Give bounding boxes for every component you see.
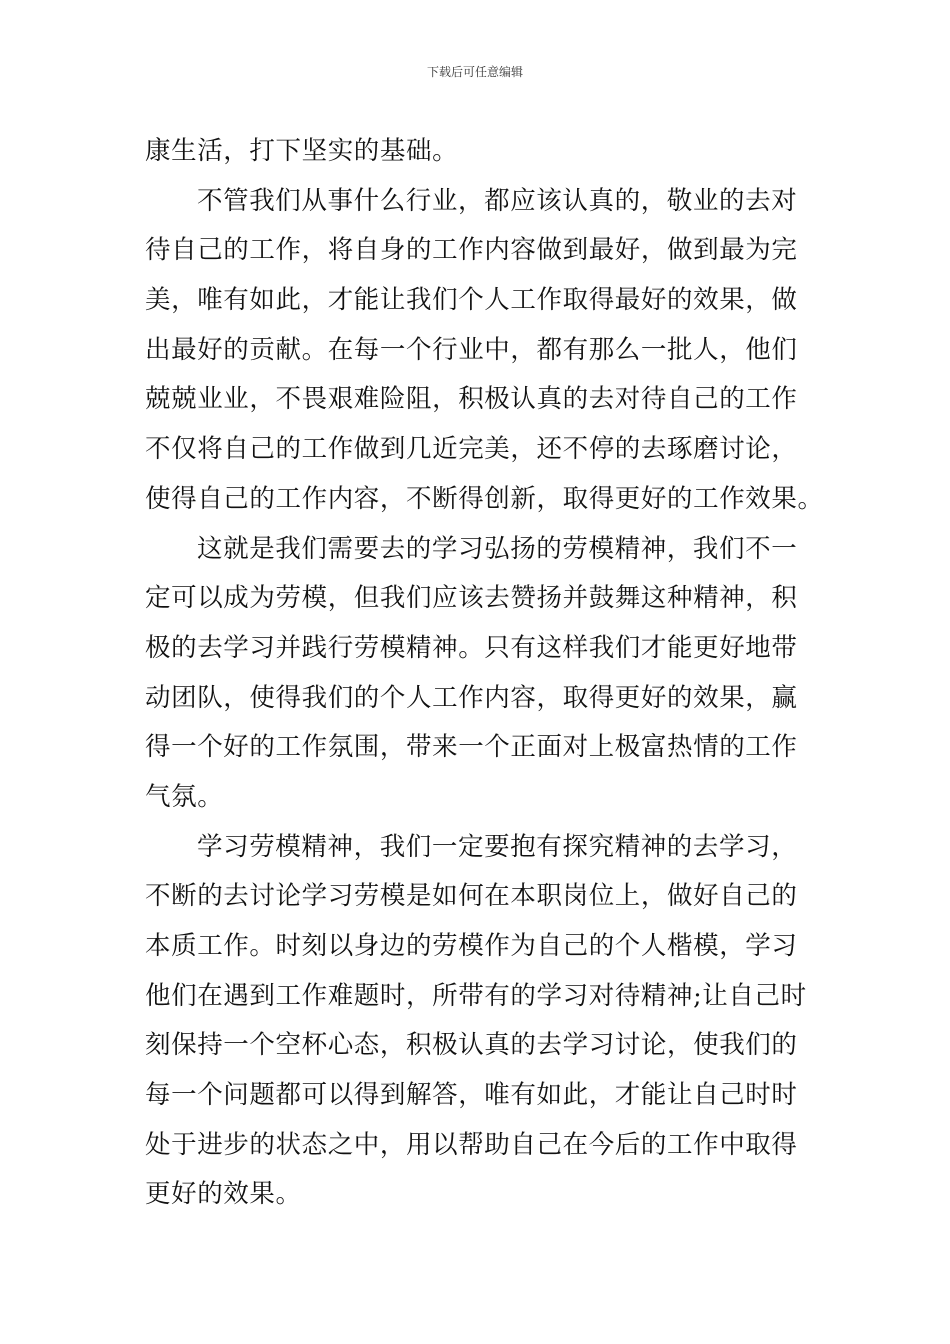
text-line: 康生活，打下坚实的基础。 (145, 136, 459, 166)
text-line: 每一个问题都可以得到解答，唯有如此，才能让自己时时 (145, 1080, 798, 1111)
text-line: 兢兢业业，不畏艰难险阻，积极认真的去对待自己的工作 (145, 384, 798, 415)
text-line: 极的去学习并践行劳模精神。只有这样我们才能更好地带 (145, 632, 798, 663)
text-line: 不仅将自己的工作做到几近完美，还不停的去琢磨讨论， (145, 434, 798, 465)
text-line: 更好的效果。 (145, 1179, 302, 1210)
page-header: 下载后可任意编辑 (426, 65, 523, 79)
text-line: 不断的去讨论学习劳模是如何在本职岗位上，做好自己的 (145, 881, 798, 912)
text-line: 动团队，使得我们的个人工作内容，取得更好的效果，赢 (145, 682, 798, 713)
text-line: 处于进步的状态之中，用以帮助自己在今后的工作中取得 (145, 1129, 798, 1160)
text-line: 美，唯有如此，才能让我们个人工作取得最好的效果，做 (145, 285, 798, 316)
text-line: 不管我们从事什么行业，都应该认真的，敬业的去对 (197, 185, 798, 216)
text-line: 刻保持一个空杯心态，积极认真的去学习讨论，使我们的 (145, 1030, 798, 1061)
text-line: 待自己的工作，将自身的工作内容做到最好，做到最为完 (145, 235, 798, 266)
text-line: 本质工作。时刻以身边的劳模作为自己的个人楷模，学习 (145, 931, 798, 961)
body-text (145, 127, 824, 1220)
text-line: 使得自己的工作内容，不断得创新，取得更好的工作效果。 (145, 483, 824, 514)
text-line: 出最好的贡献。在每一个行业中，都有那么一批人，他们 (145, 334, 798, 365)
text-line: 他们在遇到工作难题时，所带有的学习对待精神;让自己时 (145, 980, 807, 1011)
text-line: 这就是我们需要去的学习弘扬的劳模精神，我们不一 (197, 533, 798, 564)
text-line: 气氛。 (145, 781, 224, 812)
text-line: 得一个好的工作氛围，带来一个正面对上极富热情的工作 (145, 732, 798, 763)
text-line: 定可以成为劳模，但我们应该去赞扬并鼓舞这种精神，积 (145, 583, 798, 614)
text-line: 学习劳模精神，我们一定要抱有探究精神的去学习， (197, 831, 798, 862)
